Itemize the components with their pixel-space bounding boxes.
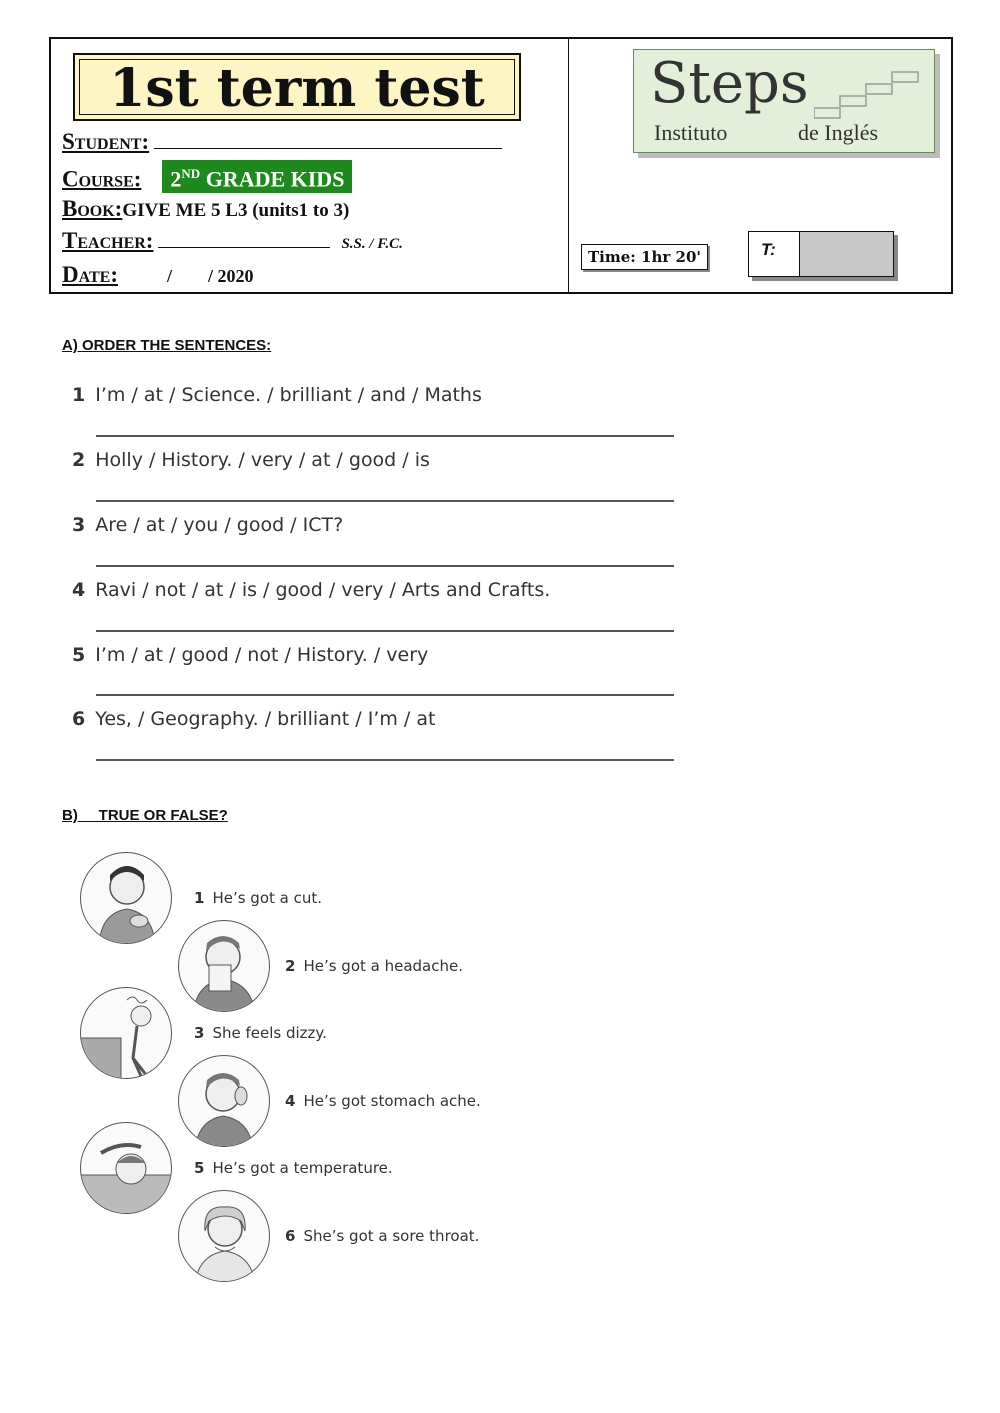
tf-item — [194, 889, 322, 907]
total-score-field[interactable] — [799, 232, 893, 276]
test-title: 1st term test — [109, 58, 485, 119]
total-score-box — [748, 231, 894, 277]
logo-subtitle-1: Instituto — [654, 120, 728, 145]
answer-line[interactable] — [96, 500, 674, 502]
course-badge-text: GRADE KIDS — [200, 166, 345, 192]
course-badge — [162, 160, 352, 193]
tf-item — [194, 1024, 327, 1042]
book-value: GIVE ME 5 L3 (units1 to 3) — [122, 200, 350, 221]
time-box: Time: 1hr 20' — [581, 244, 708, 270]
date-label: Date: — [62, 262, 118, 287]
teacher-label: Teacher: — [62, 228, 154, 253]
sentence-number: 1 — [72, 384, 86, 406]
tf-number: 2 — [285, 957, 296, 975]
sentence-text: Ravi / not / at / is / good / very / Arts and Crafts. — [95, 579, 551, 601]
total-label: T: — [761, 240, 776, 259]
answer-line[interactable] — [96, 694, 674, 696]
sentence-text: Are / at / you / good / ICT? — [95, 514, 344, 536]
sentence-item — [72, 579, 550, 601]
tf-text: She’s got a sore throat. — [303, 1227, 480, 1245]
sentence-item — [72, 708, 435, 730]
student-label: Student: — [62, 129, 150, 154]
teacher-field — [62, 228, 403, 254]
book-label: Book: — [62, 196, 123, 221]
date-field — [62, 262, 254, 288]
sentence-text: I’m / at / good / not / History. / very — [95, 644, 429, 666]
answer-line[interactable] — [96, 565, 674, 567]
tf-number: 1 — [194, 889, 205, 907]
section-a-heading: A) ORDER THE SENTENCES: — [62, 337, 272, 354]
book-field — [62, 196, 349, 222]
sentence-item — [72, 449, 430, 471]
tf-item — [194, 1159, 393, 1177]
sentence-item — [72, 644, 428, 666]
student-field — [62, 129, 502, 155]
sentence-text: Yes, / Geography. / brilliant / I’m / at — [95, 708, 436, 730]
course-badge-suffix: ND — [181, 166, 201, 181]
sentence-number: 2 — [72, 449, 86, 471]
answer-line[interactable] — [96, 435, 674, 437]
boy-temperature-illustration — [80, 1122, 172, 1214]
tf-item — [285, 1227, 479, 1245]
boy-headache-illustration — [178, 920, 270, 1012]
tf-item — [285, 1092, 481, 1110]
test-header — [49, 37, 953, 294]
course-label: Course: — [62, 166, 142, 192]
sentence-number: 3 — [72, 514, 86, 536]
girl-dizzy-illustration — [80, 987, 172, 1079]
stairs-icon — [814, 64, 924, 124]
sentence-item — [72, 384, 482, 406]
steps-logo — [633, 49, 935, 153]
sentence-number: 5 — [72, 644, 86, 666]
course-badge-number: 2 — [170, 166, 182, 192]
logo-title: Steps — [650, 51, 809, 116]
tf-text: He’s got a temperature. — [212, 1159, 393, 1177]
tf-text: He’s got a headache. — [303, 957, 463, 975]
girl-sore-throat-illustration — [178, 1190, 270, 1282]
title-box — [73, 53, 521, 121]
tf-item — [285, 957, 463, 975]
tf-number: 4 — [285, 1092, 296, 1110]
tf-text: He’s got stomach ache. — [303, 1092, 481, 1110]
answer-line[interactable] — [96, 630, 674, 632]
answer-line[interactable] — [96, 759, 674, 761]
student-name-line[interactable] — [154, 148, 502, 149]
boy-cut-illustration — [80, 852, 172, 944]
sentence-text: I’m / at / Science. / brilliant / and / Maths — [95, 384, 482, 406]
tf-number: 6 — [285, 1227, 296, 1245]
sentence-number: 6 — [72, 708, 86, 730]
teacher-initials: S.S. / F.C. — [341, 236, 403, 252]
tf-text: She feels dizzy. — [212, 1024, 327, 1042]
tf-number: 3 — [194, 1024, 205, 1042]
sentence-text: Holly / History. / very / at / good / is — [95, 449, 430, 471]
header-divider — [568, 39, 569, 292]
tf-text: He’s got a cut. — [212, 889, 323, 907]
boy-stomach-ache-illustration — [178, 1055, 270, 1147]
sentence-item — [72, 514, 343, 536]
date-value: / / 2020 — [166, 266, 254, 286]
sentence-number: 4 — [72, 579, 86, 601]
course-field — [62, 160, 352, 193]
teacher-name-line[interactable] — [158, 247, 330, 248]
tf-number: 5 — [194, 1159, 205, 1177]
logo-subtitle-2: de Inglés — [798, 120, 879, 145]
section-b-heading: B) TRUE OR FALSE? — [62, 807, 228, 824]
